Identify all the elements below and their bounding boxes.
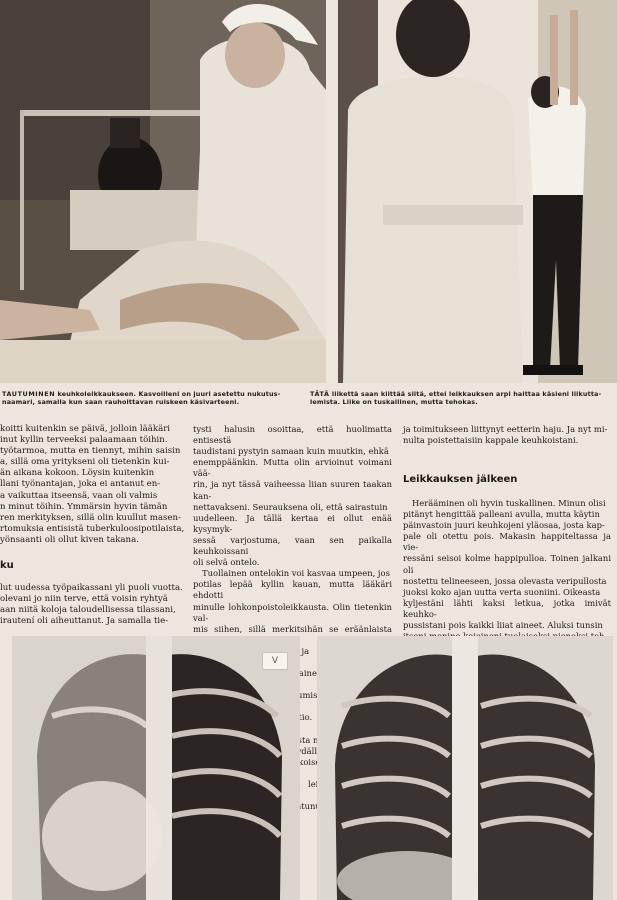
photo-arm-exercise bbox=[338, 0, 617, 383]
column-left-2 bbox=[0, 583, 185, 627]
text-line: taudistani pystyin samaan kuin muutkin, ehkä bbox=[193, 446, 389, 457]
text-line: inut kyllin terveeksi palaamaan töihin. bbox=[0, 435, 168, 446]
text-line: rin, ja nyt tässä vaiheessa liian suuren taakan kan- bbox=[193, 479, 392, 501]
xray-after bbox=[317, 636, 613, 900]
text-line: llani työnantajan, joka ei antanut en- bbox=[0, 479, 161, 490]
text-line: tapahtunut bbox=[277, 801, 325, 812]
text-line: ren merkityksen, sillä olin kuullut masen- bbox=[0, 512, 181, 523]
text-line: oli selvä ontelo. bbox=[193, 557, 260, 568]
caption-right-line2: lemista. Liike on tuskallinen, mutta tehokas. bbox=[310, 398, 478, 406]
column-right-top bbox=[403, 424, 611, 446]
caption-left-line2: naamari, samalla kun saan rauhoittavan ruiskeen käsivarteeni. bbox=[2, 398, 240, 406]
text-line: melkoisesti, bbox=[282, 756, 334, 767]
text-line: ja bbox=[301, 645, 310, 656]
text-line: nostettu telineeseen, jossa olevasta veripullosta bbox=[403, 575, 607, 586]
caption-right-line1: liikettä saan kiittää siitä, ettei leikkauksen arpi haittaa käsieni liikutta- bbox=[329, 390, 602, 398]
text-line: pale oli otettu pois. Makasin happiteltassa ja vie- bbox=[403, 531, 611, 553]
text-line: potilas lepää kyllin kauan, mutta lääkäri ehdotti bbox=[193, 579, 392, 601]
text-line: pussistani pois kaikki liiat aineet. Aluksi tunsin bbox=[403, 620, 603, 631]
text-line: kuntoutumisajan, bbox=[264, 690, 339, 701]
text-line: lut uudessa työpaikassani yli puoli vuotta. bbox=[0, 583, 183, 593]
text-line: Tuollainen ontelokin voi kasvaa umpeen, jos bbox=[202, 568, 390, 579]
text-line: rtomuksia entisistä tuberkuloosipotilaista, bbox=[0, 523, 185, 534]
text-line: ressäni seisoi kolme happipulloa. Toinen jalkani oli bbox=[403, 553, 611, 575]
xray-marker: V bbox=[262, 652, 288, 670]
text-line: ja toimitukseen liittynyt eetterin haju. Ja nyt mi- bbox=[403, 424, 608, 434]
text-line: än aikana kokoon. Löysin kuitenkin bbox=[0, 468, 155, 479]
text-line: juoksi koko ajan uutta verta suoniini. Oikeasta bbox=[403, 586, 601, 597]
text-line: päinvastoin juuri keuhkojeni yläosaa, josta kap- bbox=[403, 520, 605, 531]
caption-left-lead: TAUTUMINEN bbox=[2, 390, 56, 398]
column-right-heading: Leikkauksen jälkeen bbox=[403, 474, 518, 485]
text-line: tysti halusin osoittaa, että huolimatta entisestä bbox=[193, 424, 392, 446]
text-line: nulta poistettaisiin kappale keuhkoistani. bbox=[403, 435, 579, 446]
text-line: kyljestäni lähti kaksi letkua, jotka imivät keuhko- bbox=[403, 597, 611, 619]
caption-left-line1: keuhkoleikkaukseen. Kasvoilleni on juuri asetettu nukutus- bbox=[55, 390, 281, 398]
caption-right bbox=[310, 390, 610, 406]
text-line: koitti kuitenkin se päivä, jolloin lääkäri bbox=[0, 424, 171, 434]
text-line: n minut töihin. Ymmärsin hyvin tämän bbox=[0, 501, 168, 512]
caption-left bbox=[2, 390, 322, 406]
text-line: enemppäänkin. Mutta olin arvioinut voimani vää- bbox=[193, 457, 392, 479]
caption-right-lead: TÄTÄ bbox=[310, 390, 330, 398]
text-line: työtarmoa, mutta en tiennyt, mihin saisin bbox=[0, 446, 181, 457]
column-left-heading: ku bbox=[0, 560, 14, 571]
text-line: olevani jo niin terve, että voisin ryhtyä bbox=[0, 594, 168, 605]
xray-before bbox=[12, 636, 300, 900]
text-line: mis siihen, sillä merkitsihän se eräänlaista bbox=[193, 623, 392, 634]
text-line: yönsaanti oli ollut kiven takana. bbox=[0, 534, 139, 545]
text-line: minulle lohkonpoistoleikkausta. Olin tietenkin val- bbox=[193, 601, 392, 623]
text-line: pitänyt hengittää palleani avulla, mutta käytin bbox=[403, 509, 600, 520]
text-line: a, sillä oma yritykseni oli tietenkin kui- bbox=[0, 457, 170, 468]
text-line: irautení oli aiheuttanut. Ja samalla tie- bbox=[0, 616, 169, 627]
text-line: sessä varjostuma, vaan sen paikalla keuhkoissani bbox=[193, 534, 392, 557]
column-left bbox=[0, 424, 185, 546]
text-line: Herääminen oli hyvin tuskallinen. Minun olisi bbox=[412, 498, 606, 508]
text-line: a vaikuttaa itseensä, vaan oli valmis bbox=[0, 490, 158, 501]
text-line: aan niitä koloja taloudellisessa tilassani, bbox=[0, 605, 176, 616]
photo-operation-prep bbox=[0, 0, 326, 383]
text-line: nettavakseni. Seurauksena oli, että sairastuin bbox=[193, 501, 388, 512]
text-line: tällainen bbox=[285, 668, 323, 679]
text-line: uudelleen. Ja tällä kertaa ei ollut enää kysymyk- bbox=[193, 512, 392, 534]
